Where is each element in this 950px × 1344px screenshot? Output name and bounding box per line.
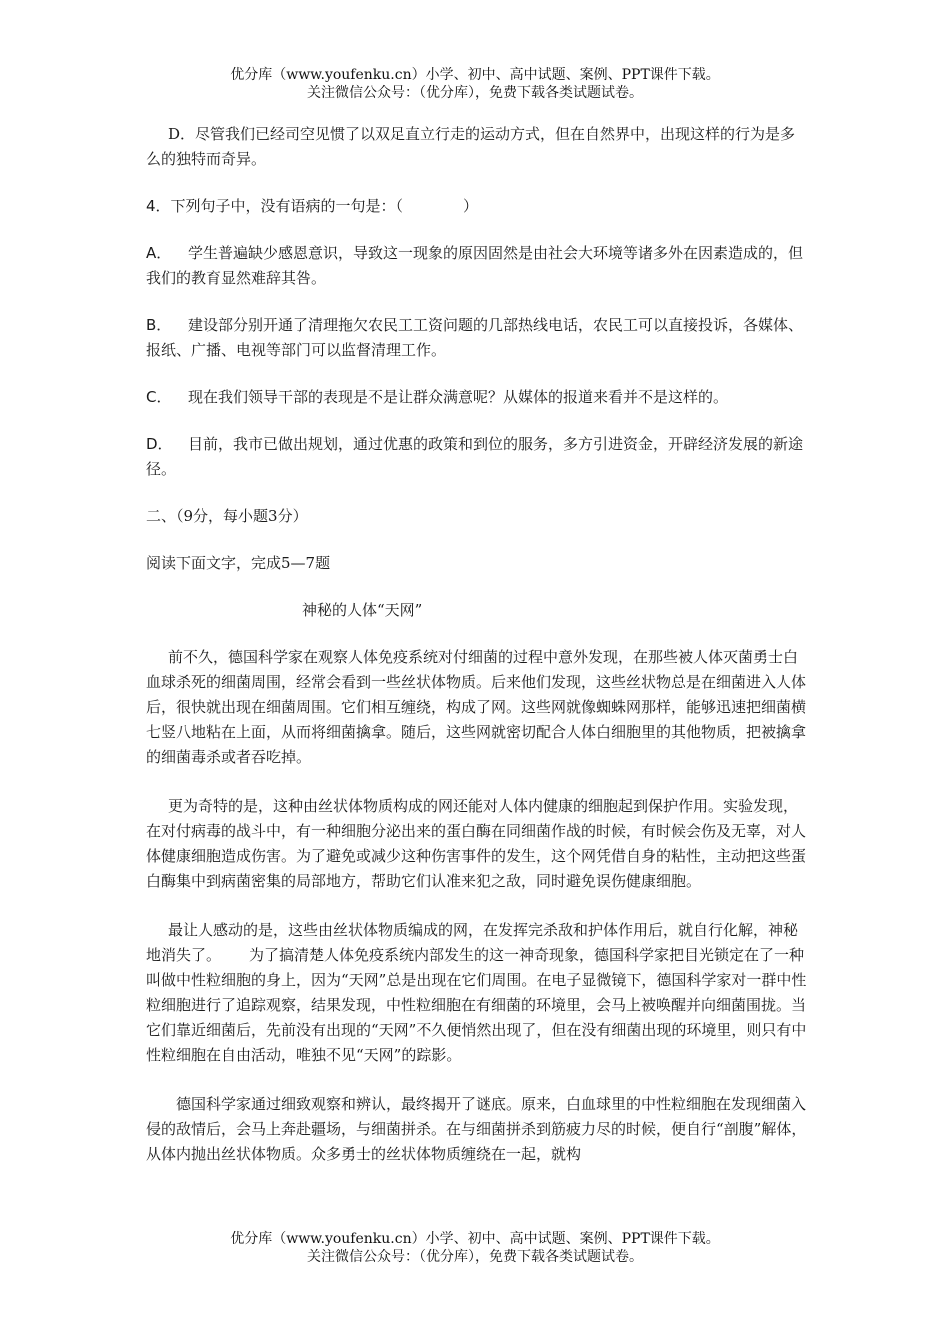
q4-option-c-text: 现在我们领导干部的表现是不是让群众满意呢？从媒体的报道来看并不是这样的。 [188, 388, 729, 406]
article-paragraph-4: 德国科学家通过细致观察和辨认，最终揭开了谜底。原来，白血球里的中性粒细胞在发现细菌入侵的敌情后，会马上奔赴疆场，与细菌拼杀。在与细菌拼杀到筋疲力尽的时候，便自行“剖腹”解体，从体内抛出丝状体物质。众多勇士的丝状体物质缠绕在一起，就构 [146, 1095, 807, 1163]
section-heading: 二、（9分，每小题3分） [146, 507, 308, 525]
q4-option-b [146, 313, 810, 363]
page-header [0, 66, 950, 102]
article-paragraph-3a: 最让人感动的是，这些由丝状体物质编成的网，在发挥完杀敌和护体作用后，就自行化解，神秘地消失了。 [146, 921, 799, 964]
footer-line-1: 优分库（www.youfenku.cn）小学、初中、高中试题、案例、PPT课件下载。 [230, 1231, 720, 1247]
q4-option-b-label: B． [146, 316, 172, 334]
q4-stem: 4．下列句子中，没有语病的一句是：（ ） [146, 197, 479, 215]
page-footer [0, 1230, 950, 1266]
q4-option-a-text: 学生普遍缺少感恩意识，导致这一现象的原因固然是由社会大环境等诸多外在因素造成的，但我们的教育显然难辞其咎。 [146, 244, 804, 287]
q4-option-c-label: C． [146, 388, 172, 406]
q4-option-b-text: 建设部分别开通了清理拖欠农民工工资问题的几部热线电话，农民工可以直接投诉，各媒体、报纸、广播、电视等部门可以监督清理工作。 [146, 316, 804, 359]
header-line-1: 优分库（www.youfenku.cn）小学、初中、高中试题、案例、PPT课件下载。 [230, 67, 720, 83]
q4-option-d [146, 432, 810, 482]
q4-option-d-text: 目前，我市已做出规划，通过优惠的政策和到位的服务，多方引进资金，开辟经济发展的新途径。 [146, 435, 804, 478]
article-title: 神秘的人体“天网” [302, 601, 423, 619]
article-paragraph-1: 前不久，德国科学家在观察人体免疫系统对付细菌的过程中意外发现，在那些被人体灭菌勇士白血球杀死的细菌周围，经常会看到一些丝状体物质。后来他们发现，这些丝状物总是在细菌进入人体后，很快就出现在细菌周围。它们相互缠绕，构成了网。这些网就像蜘蛛网那样，能够迅速把细菌横七竖八地粘在上面，从而将细菌擒拿。随后，这些网就密切配合人体白细胞里的其他物质，把被擒拿的细菌毒杀或者吞吃掉。 [146, 648, 807, 766]
reading-instruction: 阅读下面文字，完成5—7题 [146, 554, 331, 572]
q4-option-a-label: A． [146, 244, 172, 262]
article-paragraph-3b: 为了搞清楚人体免疫系统内部发生的这一神奇现象，德国科学家把目光锁定在了一种叫做中性粒细胞的身上，因为“天网”总是出现在它们周围。在电子显微镜下，德国科学家对一群中性粒细胞进行了追踪观察，结果发现，中性粒细胞在有细菌的环境里，会马上被唤醒并向细菌围拢。当它们靠近细菌后，先前没有出现的“天网”不久便悄然出现了，但在没有细菌出现的环境里，则只有中性粒细胞在自由活动，唯独不见“天网”的踪影。 [146, 946, 807, 1064]
q3-option-d: D．尽管我们已经司空见惯了以双足直立行走的运动方式，但在自然界中，出现这样的行为是多么的独特而奇异。 [146, 125, 796, 168]
header-line-2: 关注微信公众号：（优分库），免费下载各类试题试卷。 [307, 85, 643, 101]
article-paragraph-2: 更为奇特的是，这种由丝状体物质构成的网还能对人体内健康的细胞起到保护作用。实验发现，在对付病毒的战斗中，有一种细胞分泌出来的蛋白酶在同细菌作战的时候，有时候会伤及无辜，对人体健康细胞造成伤害。为了避免或减少这种伤害事件的发生，这个网凭借自身的粘性，主动把这些蛋白酶集中到病菌密集的局部地方，帮助它们认准来犯之敌，同时避免误伤健康细胞。 [146, 797, 807, 890]
footer-line-2: 关注微信公众号：（优分库），免费下载各类试题试卷。 [307, 1249, 643, 1265]
article-paragraph-3 [146, 918, 810, 1068]
q4-option-a [146, 241, 810, 291]
q4-option-c [146, 385, 810, 410]
q4-option-d-label: D． [146, 435, 173, 453]
document-body [146, 122, 810, 1167]
